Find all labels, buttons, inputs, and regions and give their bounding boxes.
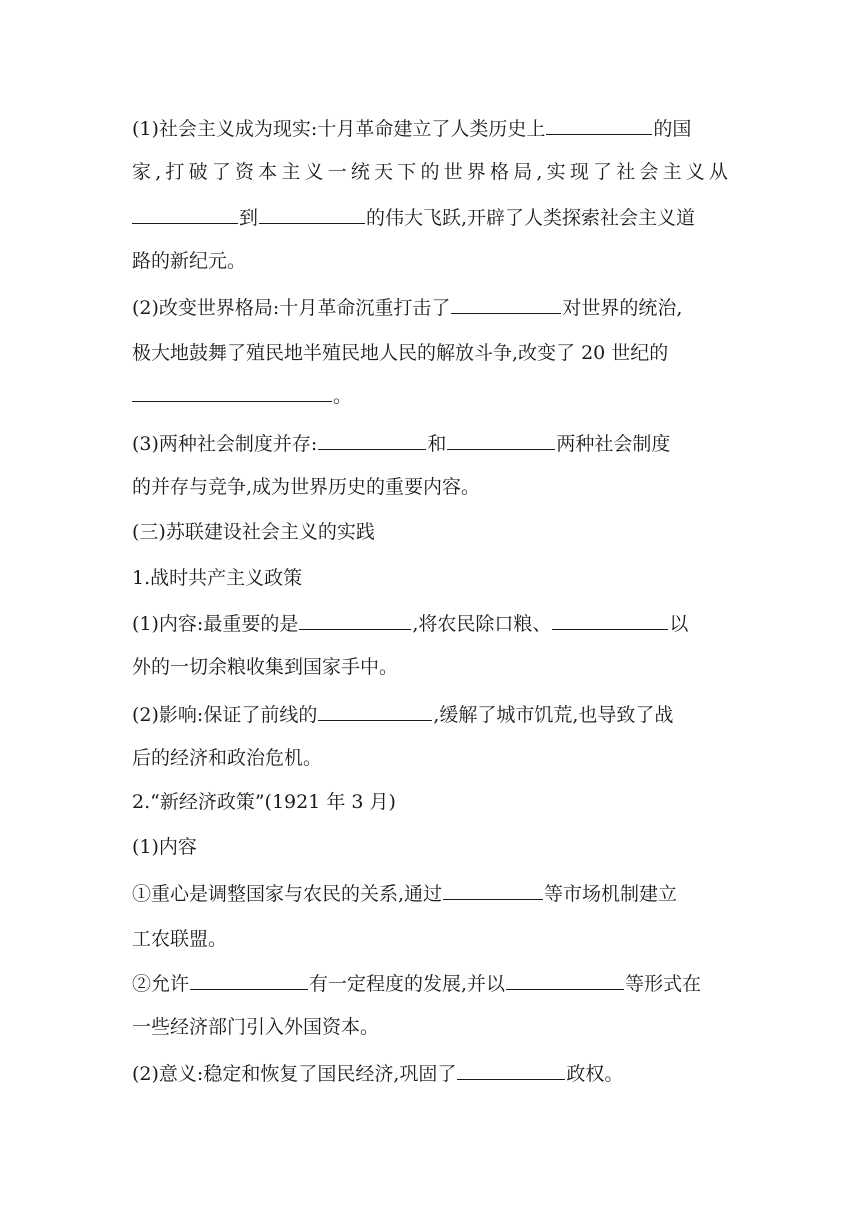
text-segment: 政权。 (566, 1063, 624, 1085)
text-segment: 以 (669, 613, 689, 635)
fill-in-blank (546, 114, 652, 135)
text-segment: 家,打破了资本主义一统天下的世界格局,实现了社会主义从 (132, 161, 728, 183)
text-line (132, 429, 670, 457)
text-segment: 极大地鼓舞了殖民地半殖民地人民的解放斗争,改变了 20 世纪的 (132, 342, 669, 364)
text-segment: ①重心是调整国家与农民的关系,通过 (132, 883, 443, 905)
text-segment: 路的新纪元。 (132, 250, 247, 272)
text-line (132, 879, 677, 907)
section-heading (132, 518, 375, 546)
text-segment: (1)内容 (132, 836, 197, 858)
text-line (132, 609, 688, 637)
text-segment: 有一定程度的发展,并以 (309, 973, 506, 995)
text-segment: 。 (333, 385, 353, 407)
text-segment: (1)内容:最重要的是 (132, 613, 299, 635)
text-line (132, 158, 728, 186)
text-segment: 的并存与竞争,成为世界历史的重要内容。 (132, 476, 481, 498)
text-line (132, 653, 398, 681)
text-segment: 两种社会制度 (556, 433, 671, 455)
fill-in-blank (318, 700, 432, 721)
text-segment: 的伟大飞跃,开辟了人类探索社会主义道 (366, 207, 696, 229)
text-segment: ,将农民除口粮、 (412, 613, 552, 635)
text-segment: 和 (427, 433, 447, 455)
text-segment: 1.战时共产主义政策 (132, 567, 303, 589)
text-segment: ②允许 (132, 973, 190, 995)
text-segment: 对世界的统治, (562, 297, 683, 319)
text-line (132, 969, 701, 997)
fill-in-blank (443, 879, 543, 900)
text-line (132, 833, 197, 861)
text-segment: 工农联盟。 (132, 928, 228, 950)
text-segment: (三)苏联建设社会主义的实践 (132, 521, 375, 543)
text-segment: (2)改变世界格局:十月革命沉重打击了 (132, 297, 451, 319)
text-line (132, 473, 480, 501)
text-line (132, 1013, 379, 1041)
fill-in-blank (552, 609, 668, 630)
text-segment: ,缓解了城市饥荒,也导致了战 (433, 704, 674, 726)
text-line (132, 114, 691, 142)
fill-in-blank (190, 969, 308, 990)
text-segment: 后的经济和政治危机。 (132, 747, 323, 769)
fill-in-blank (457, 1059, 565, 1080)
fill-in-blank (447, 429, 555, 450)
text-line (132, 381, 352, 409)
text-segment: (1)社会主义成为现实:十月革命建立了人类历史上 (132, 118, 546, 140)
text-line (132, 203, 695, 231)
text-line (132, 744, 322, 772)
fill-in-blank (132, 381, 332, 402)
text-segment: (2)意义:稳定和恢复了国民经济,巩固了 (132, 1063, 457, 1085)
text-segment: 的国 (653, 118, 692, 140)
fill-in-blank (451, 293, 561, 314)
fill-in-blank (299, 609, 411, 630)
text-line (132, 293, 682, 321)
text-line (132, 339, 668, 367)
text-line (132, 700, 673, 728)
text-segment: 等形式在 (625, 973, 702, 995)
subsection-heading (132, 564, 302, 592)
fill-in-blank (132, 203, 238, 224)
fill-in-blank (318, 429, 426, 450)
text-segment: 到 (239, 207, 259, 229)
text-segment: 一些经济部门引入外国资本。 (132, 1016, 380, 1038)
text-segment: (3)两种社会制度并存: (132, 433, 318, 455)
subsection-heading (132, 788, 396, 816)
text-line (132, 247, 246, 275)
text-segment: 外的一切余粮收集到国家手中。 (132, 656, 399, 678)
text-line (132, 1059, 623, 1087)
fill-in-blank (259, 203, 365, 224)
text-line (132, 925, 227, 953)
fill-in-blank (506, 969, 624, 990)
text-segment: 2.“新经济政策”(1921 年 3 月) (132, 791, 396, 813)
text-segment: 等市场机制建立 (544, 883, 678, 905)
text-segment: (2)影响:保证了前线的 (132, 704, 318, 726)
